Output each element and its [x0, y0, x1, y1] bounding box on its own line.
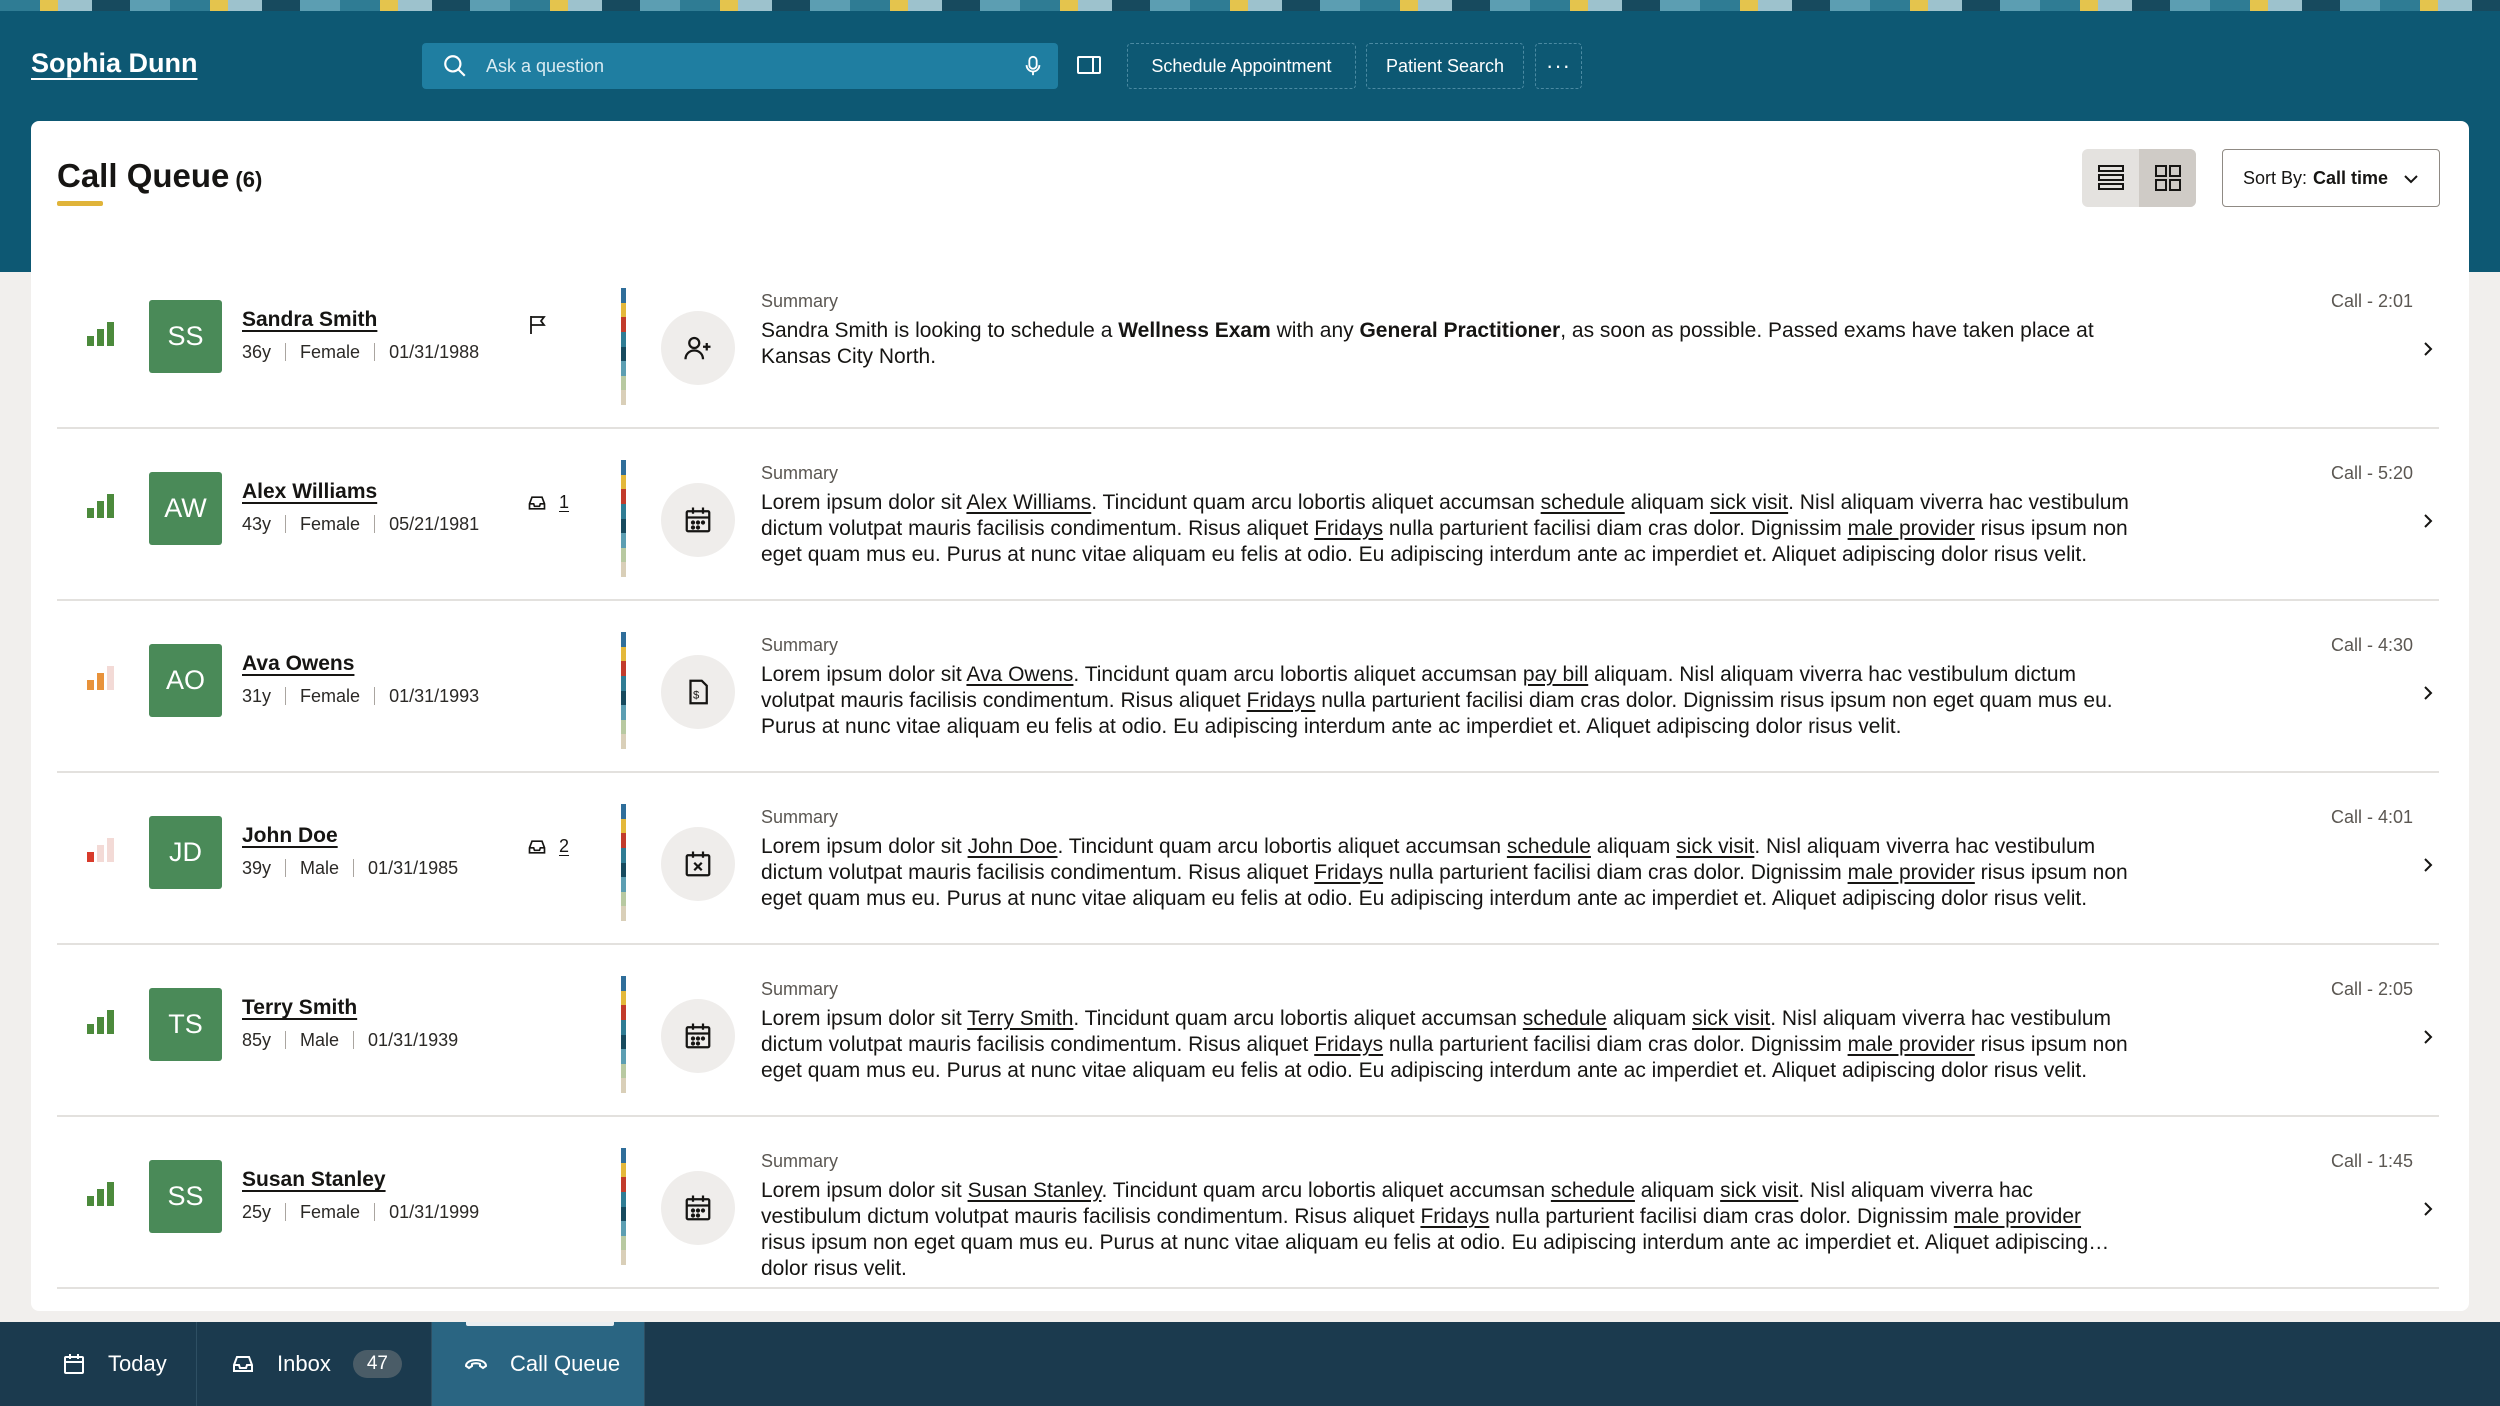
signal-bar: [97, 1189, 104, 1206]
patient-meta: [242, 1030, 458, 1051]
nav-inbox[interactable]: [197, 1322, 432, 1406]
message-count[interactable]: [527, 492, 569, 513]
priority-signal-icon: [87, 664, 117, 690]
message-count-value[interactable]: 2: [559, 836, 570, 856]
queue-count: (6): [235, 167, 263, 192]
calendar-icon[interactable]: [661, 1171, 735, 1245]
patient-meta: [242, 514, 479, 535]
more-actions-button[interactable]: ···: [1535, 43, 1582, 89]
grid-view-button[interactable]: [2139, 149, 2196, 207]
color-segment: [621, 734, 626, 749]
summary-fragment: Lorem ipsum dolor sit: [761, 835, 968, 858]
divider: [374, 1203, 375, 1221]
list-view-button[interactable]: [2082, 149, 2139, 207]
color-segment: [621, 1035, 626, 1050]
color-segment: [621, 1163, 626, 1178]
priority-signal-icon: [87, 320, 117, 346]
summary-text: [761, 490, 2131, 568]
signal-bar: [107, 322, 114, 346]
category-color-strip: [621, 976, 626, 1093]
avatar: TS: [149, 988, 222, 1061]
divider: [285, 1203, 286, 1221]
call-time: Call - 4:30: [2330, 635, 2413, 655]
summary-fragment: Lorem ipsum dolor sit: [761, 1007, 968, 1030]
grid-view-icon: [2153, 163, 2183, 193]
patient-name-link[interactable]: Ava Owens: [242, 652, 355, 675]
chevron-right-icon[interactable]: [2419, 1028, 2437, 1046]
nav-today-label: Today: [108, 1351, 167, 1376]
queue-row[interactable]: [57, 602, 2439, 773]
nav-call-queue[interactable]: [432, 1322, 645, 1406]
signal-bar: [87, 508, 94, 518]
summary-fragment: aliquam: [1606, 1007, 1693, 1030]
summary-fragment: . Tincidunt quam arcu lobortis aliquet accumsan: [1073, 1007, 1523, 1030]
color-segment: [621, 705, 626, 720]
svg-text:$: $: [693, 689, 700, 702]
summary-fragment: Sandra Smith is looking to schedule a: [761, 319, 1119, 342]
chevron-right-icon[interactable]: [2419, 340, 2437, 358]
call-time: Call - 2:01: [2330, 291, 2413, 311]
patient-age: 31y: [242, 686, 272, 706]
calendar-icon: [62, 1352, 86, 1376]
color-segment: [621, 562, 626, 577]
divider: [285, 343, 286, 361]
color-segment: [621, 632, 626, 647]
patient-gender: Female: [300, 342, 361, 362]
summary-fragment: Lorem ipsum dolor sit: [761, 663, 967, 686]
sort-value: Call time: [2313, 167, 2389, 188]
color-segment: [621, 548, 626, 563]
divider: [353, 859, 354, 877]
phone-icon: [464, 1352, 488, 1376]
patient-age: 25y: [242, 1202, 272, 1222]
color-segment: [621, 288, 626, 303]
summary-keyword-link[interactable]: Fridays: [1246, 689, 1316, 712]
divider: [353, 1031, 354, 1049]
page-title-text: Call Queue: [57, 157, 230, 194]
patient-meta: [242, 342, 479, 363]
patient-dob: 05/21/1981: [389, 514, 480, 534]
signal-bar: [107, 494, 114, 518]
patient-gender: Female: [300, 1202, 361, 1222]
color-segment: [621, 1078, 626, 1093]
category-color-strip: [621, 632, 626, 749]
color-segment: [621, 1221, 626, 1236]
inbox-icon: [527, 837, 547, 857]
color-segment: [621, 991, 626, 1006]
priority-signal-icon: [87, 492, 117, 518]
summary-keyword-link[interactable]: Fridays: [1420, 1205, 1490, 1228]
summary-keyword-link[interactable]: sick visit: [1720, 1179, 1799, 1202]
signal-bar: [97, 329, 104, 346]
patient-meta: [242, 1202, 479, 1223]
message-count[interactable]: [527, 836, 569, 857]
queue-row[interactable]: [57, 1118, 2439, 1289]
summary-fragment: aliquam: [1590, 835, 1677, 858]
color-segment: [621, 819, 626, 834]
signal-bar: [87, 336, 94, 346]
call-time: Call - 4:01: [2330, 807, 2413, 827]
signal-bar: [97, 845, 104, 862]
category-color-strip: [621, 1148, 626, 1265]
patient-age: 36y: [242, 342, 272, 362]
color-segment: [621, 376, 626, 391]
summary-fragment: aliquam: [1634, 1179, 1721, 1202]
flag-icon[interactable]: [527, 314, 549, 336]
sort-label: Sort By:: [2243, 167, 2308, 188]
patient-name-link[interactable]: John Doe: [242, 824, 338, 847]
summary-fragment: nulla parturient facilisi diam cras dolor. Dignissim: [1489, 1205, 1954, 1228]
patient-name-link[interactable]: Terry Smith: [242, 996, 358, 1019]
divider: [285, 687, 286, 705]
chevron-right-icon[interactable]: [2419, 512, 2437, 530]
summary-text: [761, 1178, 2131, 1280]
calendar-icon[interactable]: [661, 999, 735, 1073]
summary-fragment: . Nisl aliquam viverra hac vestibulum dictum volutpat mauris facilisis condimentum. Risus aliquet: [761, 491, 2129, 540]
color-segment: [621, 833, 626, 848]
signal-bar: [107, 1182, 114, 1206]
signal-bar: [97, 1017, 104, 1034]
summary-fragment: risus ipsum non eget quam mus eu. Purus at nunc vitae aliquam eu felis at odio. Eu adipiscing interdum ante ac imperdiet et. Aliquet adipiscing dolor risus velit.: [761, 1231, 2089, 1280]
summary-fragment: aliquam. Nisl aliquam viverra hac vestibulum dictum volutpat mauris facilisis condimentum. Risus aliquet: [761, 663, 2077, 712]
summary-keyword-link[interactable]: sick visit: [1692, 1007, 1771, 1030]
list-view-icon: [2096, 163, 2126, 193]
color-segment: [621, 519, 626, 534]
summary-label: Summary: [761, 463, 839, 483]
summary-fragment: . Tincidunt quam arcu lobortis aliquet accumsan: [1073, 663, 1523, 686]
summary-keyword-link[interactable]: schedule: [1540, 491, 1625, 514]
summary-text: [761, 834, 2131, 912]
call-queue-card: [31, 121, 2469, 1311]
color-segment: [621, 1207, 626, 1222]
patient-dob: 01/31/1993: [389, 686, 480, 706]
summary-keyword-link[interactable]: pay bill: [1522, 663, 1589, 686]
summary-fragment: . Nisl aliquam viverra hac vestibulum dictum volutpat mauris facilisis condimentum. Risus aliquet: [761, 1007, 2112, 1056]
category-color-strip: [621, 804, 626, 921]
summary-label: Summary: [761, 1151, 839, 1171]
signal-bar: [87, 680, 94, 690]
divider: [285, 515, 286, 533]
patient-meta: [242, 858, 458, 879]
patient-dob: 01/31/1939: [368, 1030, 459, 1050]
patient-dob: 01/31/1985: [368, 858, 459, 878]
color-segment: [621, 804, 626, 819]
color-segment: [621, 460, 626, 475]
avatar: SS: [149, 300, 222, 373]
summary-fragment: . Nisl aliquam viverra hac vestibulum dictum volutpat mauris facilisis condimentum. Risus aliquet: [761, 835, 2096, 884]
color-segment: [621, 475, 626, 490]
summary-fragment: risus ipsum non eget quam mus eu. Purus at nunc vitae aliquam eu felis at odio. Eu adipiscing interdum ante ac imperdiet et. Aliquet adipiscing dolor risus velit.: [761, 861, 2128, 910]
color-segment: [621, 691, 626, 706]
color-segment: [621, 877, 626, 892]
patient-gender: Female: [300, 514, 361, 534]
patient-age: 43y: [242, 514, 272, 534]
patient-gender: Female: [300, 686, 361, 706]
nav-today[interactable]: [0, 1322, 197, 1406]
summary-keyword-link[interactable]: Terry Smith: [967, 1007, 1074, 1030]
chevron-down-icon: [2401, 169, 2421, 189]
call-time: Call - 1:45: [2330, 1151, 2413, 1171]
signal-bar: [107, 666, 114, 690]
summary-fragment: risus ipsum non eget quam mus eu. Purus at nunc vitae aliquam eu felis at odio. Eu adipiscing interdum ante ac imperdiet et. Aliquet adipiscing dolor risus velit.: [761, 517, 2128, 566]
summary-keyword-link[interactable]: John Doe: [967, 835, 1058, 858]
color-segment: [621, 976, 626, 991]
patient-dob: 01/31/1988: [389, 342, 480, 362]
bottom-nav: [0, 1322, 2500, 1406]
summary-fragment: . Tincidunt quam arcu lobortis aliquet accumsan: [1101, 1179, 1551, 1202]
summary-keyword-link[interactable]: schedule: [1550, 1179, 1635, 1202]
view-toggle: [2082, 149, 2196, 207]
bill-icon[interactable]: [661, 655, 735, 729]
call-time: Call - 5:20: [2330, 463, 2413, 483]
summary-fragment: nulla parturient facilisi diam cras dolor. Dignissim: [1383, 861, 1848, 884]
patient-gender: Male: [300, 1030, 340, 1050]
avatar: AO: [149, 644, 222, 717]
chevron-right-icon[interactable]: [2419, 684, 2437, 702]
summary-fragment: Lorem ipsum dolor sit: [761, 1179, 968, 1202]
summary-text: [761, 1006, 2131, 1084]
patient-age: 85y: [242, 1030, 272, 1050]
signal-bar: [107, 838, 114, 862]
patient-name-link[interactable]: Alex Williams: [242, 480, 378, 503]
color-segment: [621, 504, 626, 519]
divider: [374, 515, 375, 533]
color-segment: [621, 1005, 626, 1020]
chevron-right-icon[interactable]: [2419, 1200, 2437, 1218]
color-segment: [621, 1049, 626, 1064]
divider: [374, 687, 375, 705]
color-segment: [621, 533, 626, 548]
signal-bar: [97, 501, 104, 518]
queue-row[interactable]: [57, 774, 2439, 945]
color-segment: [621, 1020, 626, 1035]
divider: [285, 859, 286, 877]
user-name-link[interactable]: Sophia Dunn: [31, 48, 198, 78]
sort-dropdown[interactable]: [2222, 149, 2440, 207]
patient-name-link[interactable]: Susan Stanley: [242, 1168, 386, 1191]
patient-gender: Male: [300, 858, 340, 878]
summary-label: Summary: [761, 979, 839, 999]
summary-keyword-link[interactable]: Fridays: [1314, 861, 1384, 884]
color-segment: [621, 1064, 626, 1079]
inbox-icon: [231, 1352, 255, 1376]
summary-label: Summary: [761, 807, 839, 827]
patient-age: 39y: [242, 858, 272, 878]
queue-row[interactable]: [57, 258, 2439, 429]
summary-fragment: nulla parturient facilisi diam cras dolor. Dignissim risus ipsum non eget quam mus eu. Purus at nunc vitae aliquam eu felis at odio. Eu adipiscing interdum ante ac imperdiet et. Aliquet adipiscing dolor risus velit.: [761, 689, 2113, 738]
patient-dob: 01/31/1999: [389, 1202, 480, 1222]
summary-keyword-link[interactable]: Fridays: [1314, 1033, 1384, 1056]
summary-fragment: risus ipsum non eget quam mus eu. Purus at nunc vitae aliquam eu felis at odio. Eu adipiscing interdum ante ac imperdiet et. Aliquet adipiscing dolor risus velit.: [761, 1033, 2128, 1082]
schedule-appointment-button[interactable]: Schedule Appointment: [1127, 43, 1356, 89]
queue-row[interactable]: [57, 946, 2439, 1117]
microphone-icon[interactable]: [1022, 53, 1044, 79]
summary-keyword-link[interactable]: schedule: [1522, 1007, 1607, 1030]
panel-toggle-icon[interactable]: [1076, 53, 1102, 77]
category-color-strip: [621, 288, 626, 405]
search-bar[interactable]: [422, 43, 1058, 89]
summary-fragment: nulla parturient facilisi diam cras dolor. Dignissim: [1383, 517, 1848, 540]
summary-label: Summary: [761, 291, 839, 311]
patient-name-link[interactable]: Sandra Smith: [242, 308, 378, 331]
color-segment: [621, 863, 626, 878]
signal-bar: [87, 1024, 94, 1034]
summary-text: [761, 318, 2131, 370]
summary-keyword-link[interactable]: schedule: [1506, 835, 1591, 858]
inbox-count-badge: 47: [353, 1350, 402, 1378]
summary-keyword-link[interactable]: Fridays: [1314, 517, 1384, 540]
signal-bar: [97, 673, 104, 690]
color-segment: [621, 906, 626, 921]
color-segment: [621, 1148, 626, 1163]
summary-label: Summary: [761, 635, 839, 655]
summary-keyword: General Practitioner: [1359, 319, 1561, 342]
color-segment: [621, 720, 626, 735]
color-segment: [621, 892, 626, 907]
summary-fragment: with any: [1270, 319, 1360, 342]
patient-search-button[interactable]: Patient Search: [1366, 43, 1524, 89]
summary-keyword-link[interactable]: Alex Williams: [966, 491, 1092, 514]
message-count-value[interactable]: 1: [559, 492, 570, 512]
category-color-strip: [621, 460, 626, 577]
signal-bar: [87, 1196, 94, 1206]
add-person-icon[interactable]: [661, 311, 735, 385]
summary-keyword-link[interactable]: Susan Stanley: [967, 1179, 1102, 1202]
title-underline: [57, 201, 103, 206]
chevron-right-icon[interactable]: [2419, 856, 2437, 874]
color-segment: [621, 848, 626, 863]
patient-meta: [242, 686, 479, 707]
summary-keyword-link[interactable]: sick visit: [1709, 491, 1789, 514]
signal-bar: [107, 1010, 114, 1034]
signal-bar: [87, 852, 94, 862]
summary-fragment: . Tincidunt quam arcu lobortis aliquet accumsan: [1057, 835, 1507, 858]
summary-keyword-link[interactable]: male provider: [1847, 517, 1975, 540]
header-pattern: [0, 0, 2500, 11]
color-segment: [621, 1177, 626, 1192]
inbox-icon: [527, 493, 547, 513]
summary-keyword-link[interactable]: sick visit: [1676, 835, 1755, 858]
summary-fragment: . Nisl aliquam viverra hac vestibulum dictum volutpat mauris facilisis condimentum. Risus aliquet: [761, 1179, 2033, 1228]
summary-keyword-link[interactable]: male provider: [1953, 1205, 2082, 1228]
color-segment: [621, 647, 626, 662]
color-segment: [621, 676, 626, 691]
color-segment: [621, 661, 626, 676]
color-segment: [621, 332, 626, 347]
priority-signal-icon: [87, 836, 117, 862]
priority-signal-icon: [87, 1008, 117, 1034]
color-segment: [621, 1236, 626, 1251]
summary-keyword-link[interactable]: male provider: [1847, 861, 1975, 884]
priority-signal-icon: [87, 1180, 117, 1206]
summary-keyword: Wellness Exam: [1118, 319, 1271, 342]
summary-fragment: aliquam: [1624, 491, 1710, 514]
color-segment: [621, 1192, 626, 1207]
call-time: Call - 2:05: [2330, 979, 2413, 999]
summary-fragment: , as soon as possible. Passed exams have taken place at Kansas City North.: [761, 319, 2094, 368]
divider: [285, 1031, 286, 1049]
nav-call-queue-label: Call Queue: [510, 1351, 621, 1376]
color-segment: [621, 1250, 626, 1265]
summary-fragment: Lorem ipsum dolor sit: [761, 491, 967, 514]
search-input[interactable]: [468, 56, 1022, 77]
color-segment: [621, 489, 626, 504]
page-title: [57, 157, 262, 195]
nav-inbox-label: Inbox: [277, 1351, 331, 1376]
search-icon: [442, 53, 468, 79]
avatar: AW: [149, 472, 222, 545]
color-segment: [621, 317, 626, 332]
summary-keyword-link[interactable]: Ava Owens: [966, 663, 1074, 686]
color-segment: [621, 361, 626, 376]
calendar-cancel-icon[interactable]: [661, 827, 735, 901]
queue-row[interactable]: [57, 430, 2439, 601]
summary-fragment: nulla parturient facilisi diam cras dolor. Dignissim: [1383, 1033, 1848, 1056]
color-segment: [621, 347, 626, 362]
divider: [374, 343, 375, 361]
avatar: JD: [149, 816, 222, 889]
calendar-icon[interactable]: [661, 483, 735, 557]
color-segment: [621, 390, 626, 405]
summary-keyword-link[interactable]: male provider: [1847, 1033, 1975, 1056]
summary-fragment: . Tincidunt quam arcu lobortis aliquet accumsan: [1091, 491, 1541, 514]
summary-text: [761, 662, 2131, 740]
color-segment: [621, 303, 626, 318]
avatar: SS: [149, 1160, 222, 1233]
